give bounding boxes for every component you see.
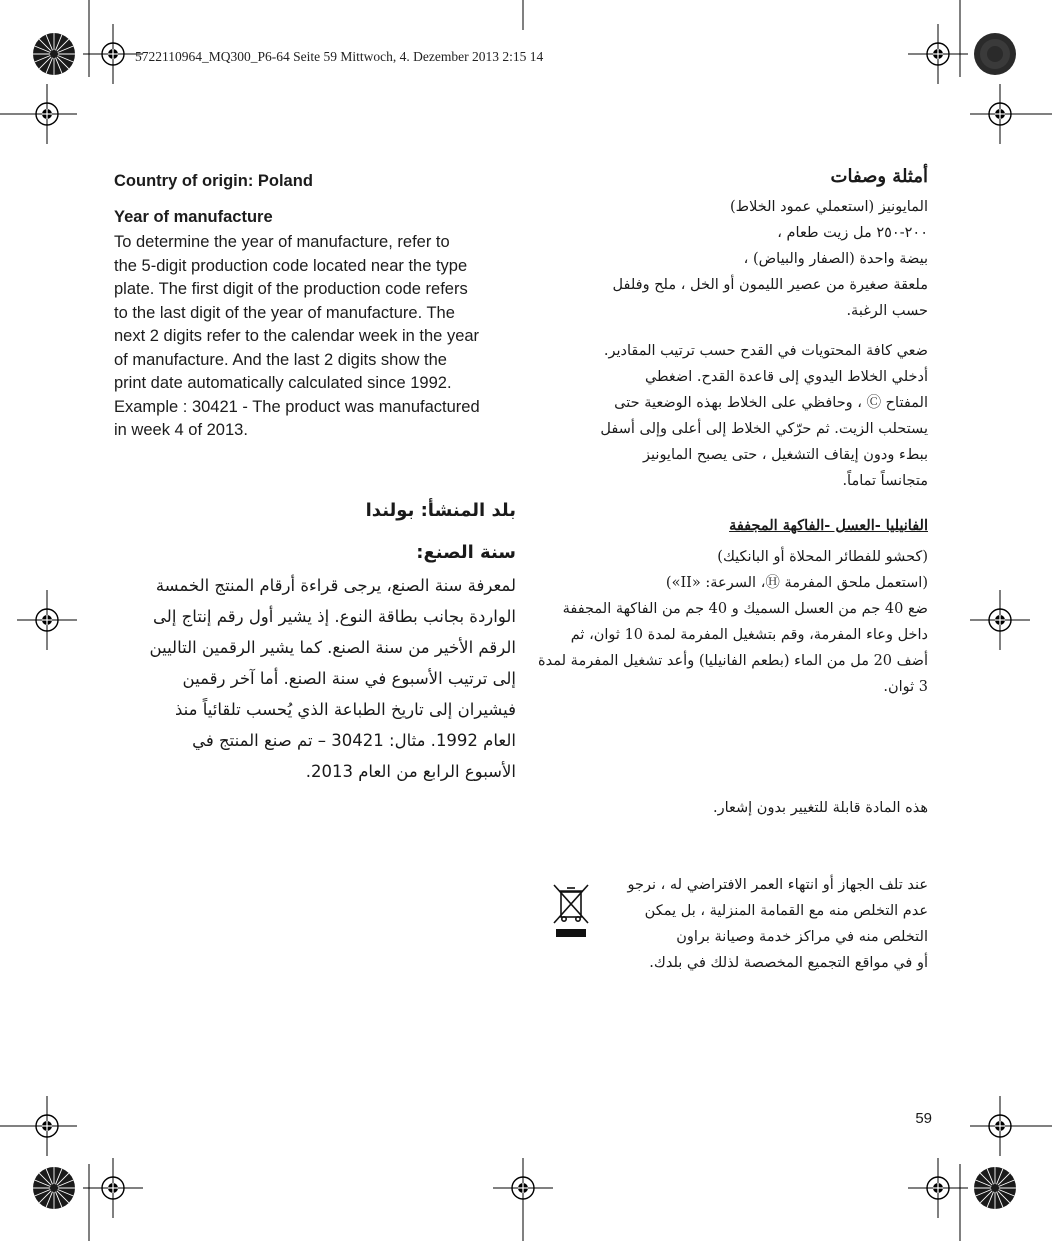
- text-line: ضعي كافة المحتويات في القدح حسب ترتيب المقادير.: [603, 343, 928, 359]
- text-line: in week 4 of 2013.: [114, 421, 248, 439]
- disposal-text: [598, 872, 928, 976]
- text-line: فيشيران إلى تاريخ الطباعة الذي يُحسب تلقائياً منذ: [175, 700, 516, 719]
- text-line: ٢٠٠-٢٥٠ مل زيت طعام ،: [777, 225, 928, 241]
- text-line: المايونيز (استعملي عمود الخلاط): [730, 199, 928, 215]
- text-line: الرقم الأخير من سنة الصنع. كما يشير الرقمين التاليين: [149, 638, 516, 657]
- text-line: عند تلف الجهاز أو انتهاء العمر الافتراضي له ، نرجو: [627, 877, 928, 893]
- notice-text: هذه المادة قابلة للتغيير بدون إشعار.: [712, 800, 928, 816]
- text-line: لمعرفة سنة الصنع، يرجى قراءة أرقام المنتج الخمسة: [155, 576, 516, 595]
- text-line: بيضة واحدة (الصفار والبياض) ،: [743, 251, 928, 267]
- text-line: (كحشو للفطائر المحلاة أو البانكيك): [717, 549, 928, 565]
- year-heading-ar: [96, 542, 516, 563]
- text-line: next 2 digits refer to the calendar week in the year: [114, 327, 480, 345]
- text-line: print date automatically calculated since 1992.: [114, 374, 452, 392]
- year-heading-en: Year of manufacture: [114, 208, 273, 226]
- text-line: يستحلب الزيت. ثم حرّكي الخلاط إلى أعلى وإلى أسفل: [600, 421, 928, 437]
- text-line: to the last digit of the year of manufacture. The: [114, 303, 455, 322]
- page-number: 59: [915, 1110, 932, 1127]
- text-line: المفتاح Ⓒ ، وحافظي على الخلاط بهذه الوضعية حتى: [614, 395, 928, 411]
- text-line: plate. The first digit of the production code refers: [114, 280, 468, 298]
- year-heading-text: سنة الصنع:: [416, 542, 516, 563]
- crossed-bin-icon: [550, 883, 592, 941]
- vanilla-heading: [528, 517, 928, 534]
- recipes-heading: [528, 166, 928, 187]
- recipes-heading-text: أمثلة وصفات: [830, 166, 928, 187]
- country-heading-text: بلد المنشأ: بولندا: [365, 500, 516, 521]
- year-text-en: [114, 231, 524, 443]
- text-line: of manufacture. And the last 2 digits show the: [114, 350, 447, 369]
- text-line: ملعقة صغيرة من عصير الليمون أو الخل ، ملح وفلفل: [612, 277, 928, 293]
- text-line: إلى ترتيب الأسبوع في سنة الصنع. أما آخر رقمين: [182, 669, 516, 688]
- change-notice: [528, 795, 928, 821]
- text-line: العام 1992. مثال: 30421 – تم صنع المنتج في: [192, 731, 516, 750]
- text-line: الأسبوع الرابع من العام 2013.: [305, 762, 516, 781]
- text-line: Example : 30421 - The product was manufactured: [114, 397, 480, 416]
- country-heading-ar: [96, 500, 516, 521]
- text-line: 3 ثوان.: [883, 679, 928, 695]
- text-line: ضع 40 جم من العسل السميك و 40 جم من الفاكهة المجففة: [562, 601, 928, 617]
- text-line: To determine the year of manufacture, refer to: [114, 233, 450, 251]
- mayo-ingredients: [528, 194, 928, 324]
- text-line: الواردة بجانب بطاقة النوع. إذ يشير أول رقم إنتاج إلى: [153, 607, 516, 626]
- text-line: ببطء ودون إيقاف التشغيل ، حتى يصبح المايونيز: [643, 447, 928, 463]
- text-line: متجانساً تماماً.: [842, 473, 928, 489]
- print-slug: 5722110964_MQ300_P6-64 Seite 59 Mittwoch, 4. Dezember 2013 2:15 14: [135, 49, 544, 64]
- text-line: أو في مواقع التجميع المخصصة لذلك في بلدك.: [649, 955, 928, 971]
- text-line: أضف 20 مل من الماء (بطعم الفانيليا) وأعد تشغيل المفرمة لمدة: [538, 653, 928, 669]
- text-line: the 5-digit production code located near the type: [114, 256, 468, 275]
- text-line: أدخلي الخلاط اليدوي إلى قاعدة القدح. اضغطي: [644, 369, 928, 385]
- text-line: عدم التخلص منه مع القمامة المنزلية ، بل يمكن: [644, 903, 928, 919]
- country-of-origin: Country of origin: Poland: [114, 172, 313, 190]
- text-line: داخل وعاء المفرمة، وقم بتشغيل المفرمة لمدة 10 ثوان، ثم: [570, 627, 928, 643]
- text-line: (استعمل ملحق المفرمة Ⓗ، السرعة: «II»): [665, 575, 928, 591]
- mayo-method: [528, 338, 928, 494]
- year-text-ar: [96, 570, 516, 787]
- text-line: حسب الرغبة.: [846, 303, 928, 319]
- vanilla-heading-text: الفانيليا -العسل -الفاكهة المجففة: [729, 517, 928, 534]
- text-line: التخلص منه في مراكز خدمة وصيانة براون: [676, 929, 928, 945]
- vanilla-text: [528, 544, 928, 700]
